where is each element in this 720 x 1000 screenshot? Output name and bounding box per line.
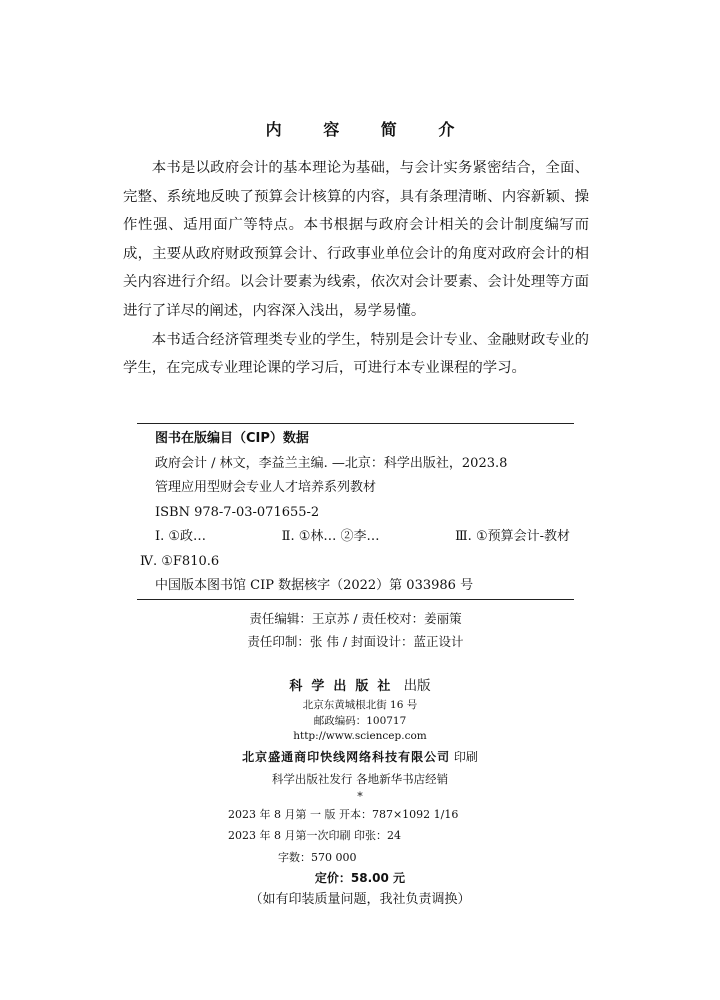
cip-class-1: Ⅰ. ①政… (155, 529, 207, 544)
publisher-address: 北京东黄城根北街 16 号 (302, 699, 418, 711)
publisher-line (160, 675, 560, 698)
distribution-line: 科学出版社发行 各地新华书店经销 (271, 771, 449, 786)
publisher-name: 科学出版社 (289, 679, 400, 694)
cip-class-4: Ⅳ. ①F810.6 (140, 553, 220, 569)
page-title: 内 容 简 介 (265, 120, 473, 139)
cip-record-number: 中国版本图书馆 CIP 数据核字（2022）第 033986 号 (155, 578, 474, 593)
responsibility-credits (137, 607, 574, 653)
printer-line (160, 746, 560, 768)
cip-class-2: Ⅱ. ①林… ②李… (281, 529, 380, 544)
separator-star: * (357, 789, 363, 803)
price-line: 定价：58.00 元 (314, 871, 406, 885)
edition-line: 2023 年 8 月第 一 版 开本：787×1092 1/16 (228, 807, 459, 821)
cip-heading: 图书在版编目（CIP）数据 (155, 431, 309, 446)
cip-class-3: Ⅲ. ①预算会计-教材 (455, 529, 570, 544)
publisher-website: http://www.sciencep.com (293, 730, 427, 742)
quality-note: （如有印装质量问题，我社负责调换） (249, 892, 471, 907)
word-count: 字数：570 000 (278, 850, 357, 864)
cip-isbn: ISBN 978-7-03-071655-2 (155, 504, 320, 520)
credits-print-line: 责任印制：张 伟 / 封面设计：蓝正设计 (247, 634, 464, 649)
publication-imprint (160, 675, 560, 911)
book-introduction (123, 154, 589, 383)
printing-line: 2023 年 8 月第一次印刷 印张：24 (228, 829, 401, 842)
printer-name: 北京盛通商印快线网络科技有限公司 (242, 749, 451, 764)
publisher-suffix: 出版 (403, 678, 431, 694)
cip-title-line: 政府会计 / 林文，李益兰主编. —北京：科学出版社，2023.8 (155, 455, 508, 471)
credits-editor-line: 责任编辑：王京苏 / 责任校对：姜丽策 (249, 611, 462, 626)
cip-series-line: 管理应用型财会专业人才培养系列教材 (155, 480, 377, 495)
intro-paragraph-2: 本书适合经济管理类专业的学生，特别是会计专业、金融财政专业的学生，在完成专业理论课的学习后，可进行本专业课程的学习。 (123, 331, 589, 377)
publisher-postcode: 邮政编码：100717 (313, 714, 407, 727)
printer-suffix: 印刷 (453, 749, 478, 764)
cip-classification (137, 525, 574, 550)
cip-data-block (137, 423, 574, 600)
intro-paragraph-1: 本书是以政府会计的基本理论为基础，与会计实务紧密结合，全面、完整、系统地反映了预算会计核算的内容，具有条理清晰、内容新颖、操作性强、适用面广等特点。本书根据与政府会计相关的会计制度编写而成，主要从政府财政预算会计、行政事业单位会计的角度对政府会计的相关内容进行介绍。以会计要素为线索，依次对会计要素、会计处理等方面进行了详尽的阐述，内容深入浅出，易学易懂。 (123, 160, 589, 319)
